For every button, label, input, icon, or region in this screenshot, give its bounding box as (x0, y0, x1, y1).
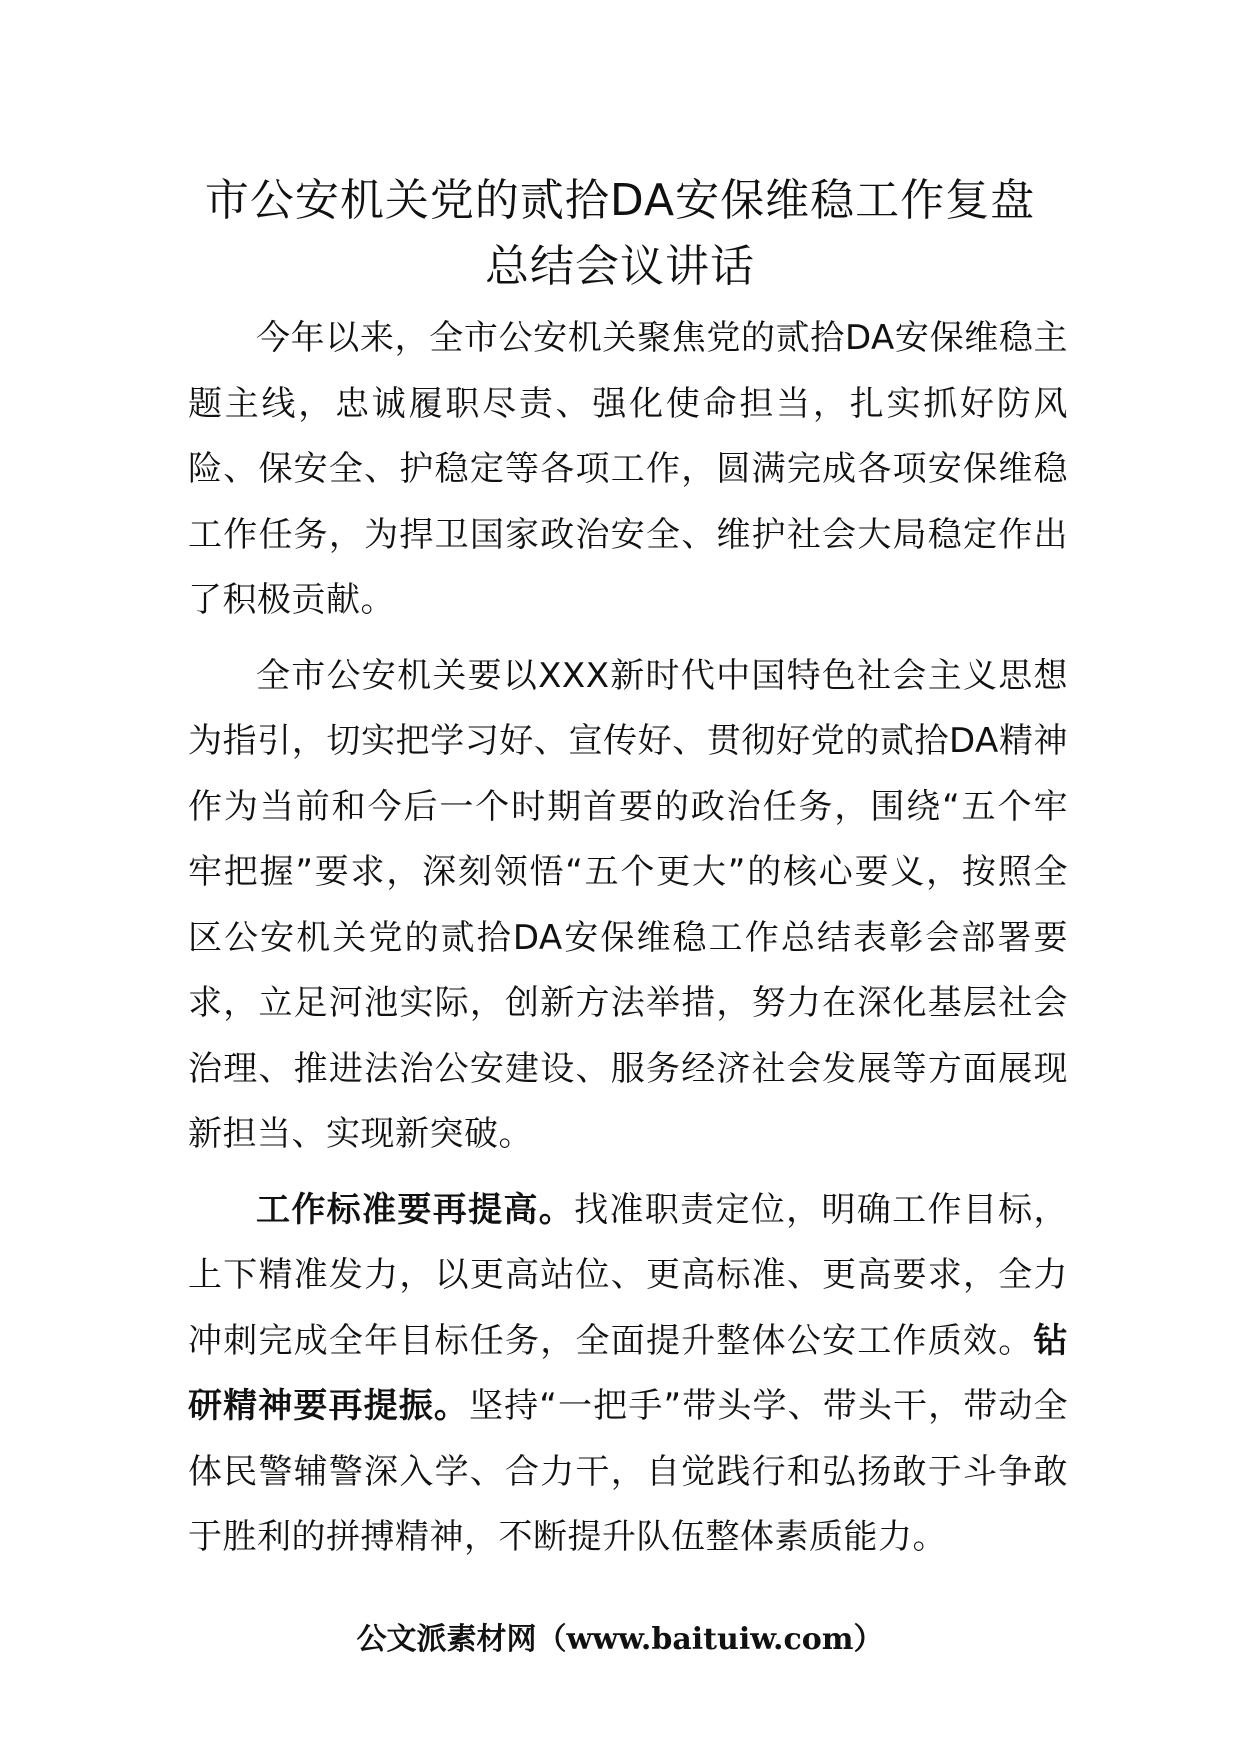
title-line-2: 总结会议讲话 (485, 241, 755, 292)
paragraph-3-text-2: 坚持“一把手”带头学、带头干，带动全体民警辅警深入学、合力干，自觉践行和弘扬敢于斗争敢于胜利的拼搏精神，不断提升队伍整体素质能力。 (188, 1386, 1068, 1557)
paragraph-1: 今年以来，全市公安机关聚焦党的贰拾DA安保维稳主题主线，忠诚履职尽责、强化使命担当，扎实抓好防风险、保安全、护稳定等各项工作，圆满完成各项安保维稳工作任务，为捍卫国家政治安全、维护社会大局稳定作出了积极贡献。 (188, 318, 1068, 620)
bold-heading-work-standard: 工作标准要再提高。 (256, 1189, 575, 1230)
paragraph-2: 全市公安机关要以XXX新时代中国特色社会主义思想为指引，切实把学习好、宣传好、贯彻好党的贰拾DA精神作为当前和今后一个时期首要的政治任务，围绕“五个牢牢把握”要求，深刻领悟“五个更大”的核心要义，按照全区公安机关党的贰拾DA安保维稳工作总结表彰会部署要求，立足河池实际，创新方法举措，努力在深化基层社会治理、推进法治公安建设、服务经济社会发展等方面展现新担当、实现新突破。 (188, 655, 1068, 1154)
paragraph-3 (188, 1178, 1068, 1571)
bold-heading-spirit: 钻研精神要再提振。 (188, 1320, 1068, 1426)
footer-watermark-text: 公文派素材网（www.baituiw.com） (356, 1622, 884, 1657)
paragraph-3-text-1: 找准职责定位，明确工作目标，上下精准发力，以更高站位、更高标准、更高要求，全力冲刺完成全年目标任务，全面提升整体公安工作质效。 (188, 1189, 1069, 1361)
title-line-1: 市公安机关党的贰拾DA安保维稳工作复盘 (204, 175, 1036, 226)
document-title (150, 168, 1090, 300)
document-body (188, 306, 1068, 1581)
